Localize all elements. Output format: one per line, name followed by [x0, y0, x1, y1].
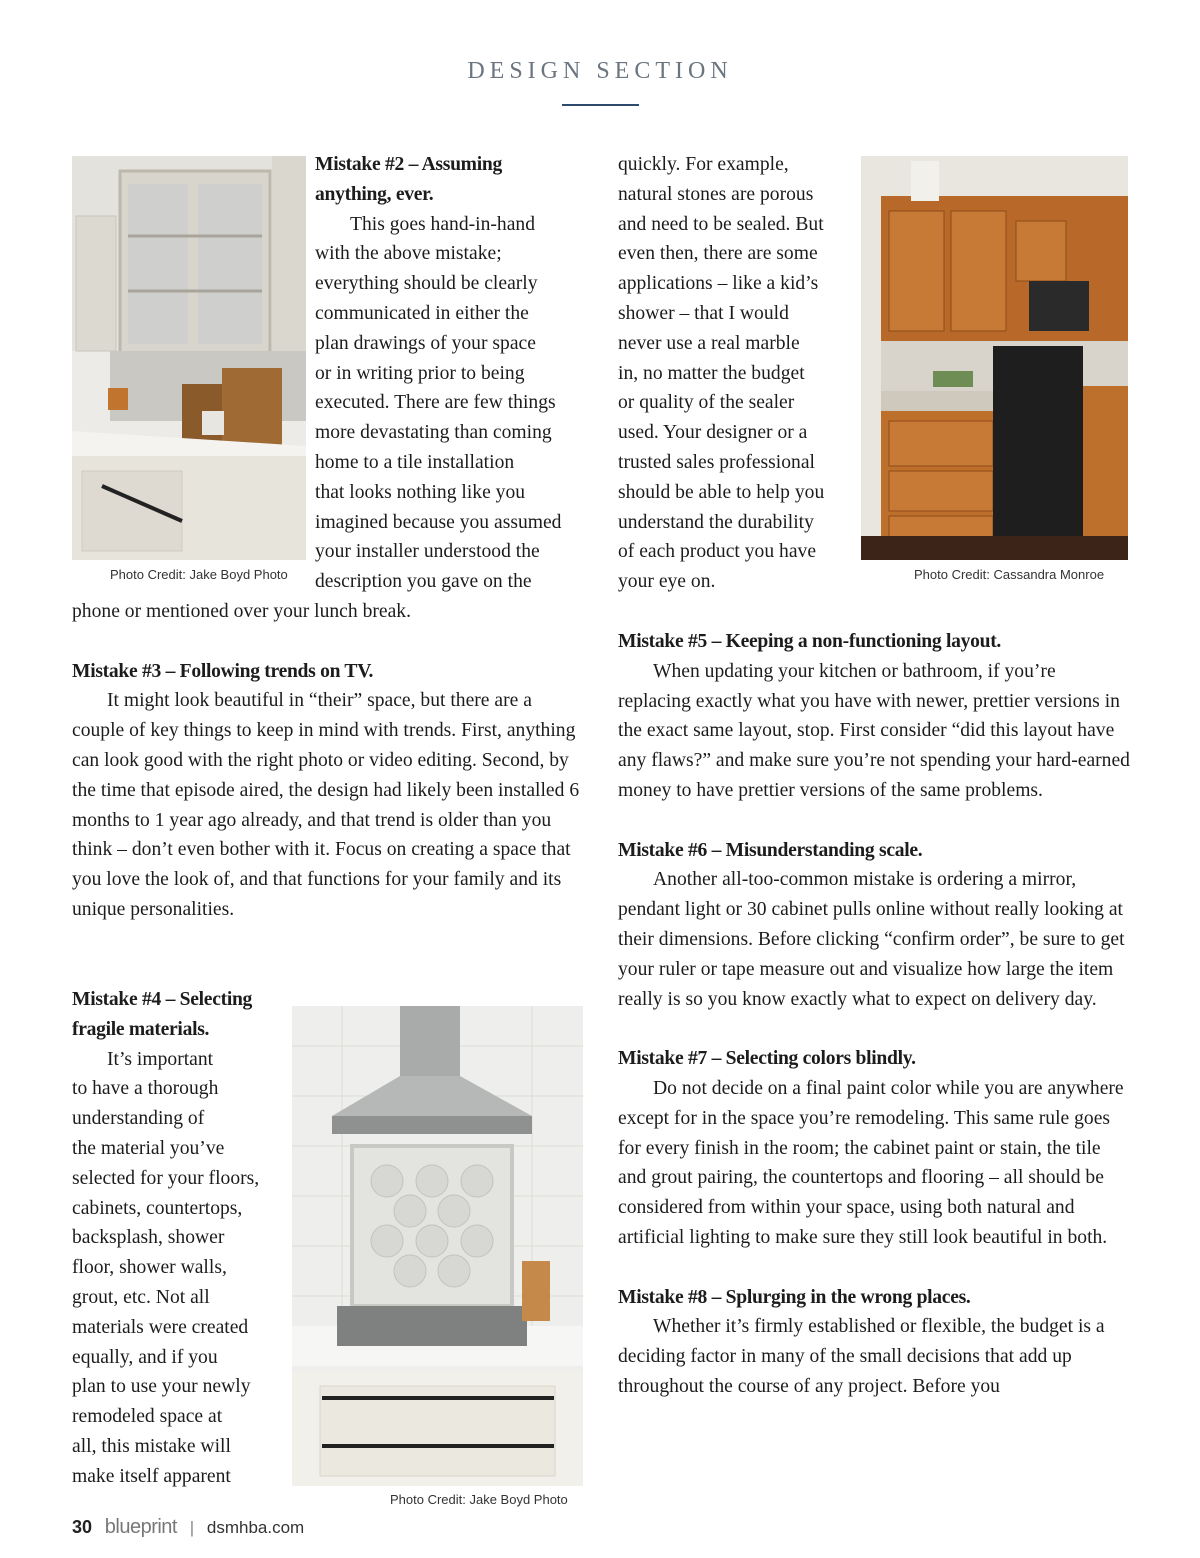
brand-logo: blueprint: [104, 1516, 177, 1538]
mistake-4-line: plan to use your newly: [72, 1376, 251, 1398]
section-title: DESIGN SECTION: [467, 58, 733, 84]
mistake-4-line: equally, and if you: [72, 1346, 218, 1368]
mistake-5-heading: Mistake #5 – Keeping a non-functioning layout.: [618, 631, 1002, 652]
mistake-2-line: with the above mistake;: [315, 243, 502, 265]
header-divider: [562, 104, 639, 106]
continued-line: never use a real marble: [618, 332, 800, 354]
mistake-2-heading-line-2: anything, ever.: [315, 183, 434, 205]
mistake-2-line: imagined because you assumed: [315, 511, 562, 533]
continued-line: even then, there are some: [618, 243, 818, 265]
mistake-3-body: It might look beautiful in “their” space, but there are a couple of key things to keep in mind with trends. First, anything can look good with the right photo or video editing. Second, by the time that episode aired, the design had likely been installed 6 months to 1 year ago already, and that trend is older than you think – don’t even bother with it. Focus on creating a space that you love the look of, and that functions for your family and its unique personalities.: [72, 690, 580, 920]
continued-line: of each product you have: [618, 541, 817, 563]
photo-credit-3: Photo Credit: Jake Boyd Photo: [390, 1492, 568, 1507]
mistake-8-heading: Mistake #8 – Splurging in the wrong places.: [618, 1286, 971, 1308]
website-link[interactable]: dsmhba.com: [206, 1518, 305, 1537]
mistake-3-heading: Mistake #3 – Following trends on TV.: [72, 660, 374, 682]
continued-line: trusted sales professional: [618, 451, 815, 473]
photo-credit-2: Photo Credit: Cassandra Monroe: [914, 567, 1105, 582]
mistake-2-line: home to a tile installation: [315, 451, 515, 473]
kitchen-cabinets-icon: [72, 156, 306, 560]
photo-white-kitchen: [72, 156, 306, 560]
continued-line: natural stones are porous: [618, 183, 814, 205]
mistake-4-heading-line-2: fragile materials.: [72, 1018, 210, 1040]
right-column-lower: [618, 627, 1130, 1402]
mistake-4-heading-line-1: Mistake #4 – Selecting: [72, 989, 253, 1010]
continued-line: in, no matter the budget: [618, 362, 805, 384]
mistake-4-line: backsplash, shower: [72, 1227, 225, 1249]
mistake-2-line-end: phone or mentioned over your lunch break.: [72, 601, 411, 622]
mistake-4-line: materials were created: [72, 1316, 249, 1338]
wood-cabinets-icon: [861, 156, 1128, 560]
left-column-mid: [72, 597, 587, 925]
continued-block: [618, 150, 858, 597]
mistake-4-line: It’s important: [107, 1048, 214, 1070]
mistake-6-body: Another all-too-common mistake is ordering a mirror, pendant light or 30 cabinet pulls online without really looking at their dimensions. Before clicking “confirm order”, be sure to get your ruler or tape measure out and visualize how large the item really is so you know exactly what to expect on delivery day.: [618, 869, 1125, 1010]
mistake-2-line: This goes hand-in-hand: [350, 213, 536, 235]
mistake-2-line: communicated in either the: [315, 302, 529, 324]
mistake-4-line: all, this mistake will: [72, 1435, 231, 1457]
mistake-4-line: understanding of: [72, 1108, 205, 1130]
continued-line: or quality of the sealer: [618, 392, 795, 414]
footer-separator: |: [189, 1518, 195, 1537]
mistake-2-line: that looks nothing like you: [315, 481, 526, 503]
continued-line: shower – that I would: [618, 302, 789, 324]
page-footer: [72, 1516, 304, 1539]
mistake-5-body: When updating your kitchen or bathroom, if you’re replacing exactly what you have with newer, prettier versions in the exact same layout, stop. First consider “did this layout have any flaws?” and make sure you’re not spending your hard-earned money to have prettier versions of the same problems.: [618, 660, 1130, 801]
mistake-4-line: grout, etc. Not all: [72, 1286, 210, 1308]
mistake-2-heading-line-1: Mistake #2 – Assuming: [315, 154, 502, 175]
mistake-4-line: selected for your floors,: [72, 1167, 260, 1189]
range-hood-icon: [292, 1006, 583, 1486]
page-number: 30: [72, 1517, 93, 1537]
mistake-4-line: the material you’ve: [72, 1137, 225, 1159]
section-header: [0, 58, 1200, 85]
continued-line: should be able to help you: [618, 481, 825, 503]
mistake-4-block: [72, 985, 290, 1492]
photo-range-hood: [292, 1006, 583, 1486]
mistake-2-line: more devastating than coming: [315, 422, 552, 444]
continued-line: applications – like a kid’s: [618, 273, 819, 295]
mistake-4-line: cabinets, countertops,: [72, 1197, 243, 1219]
mistake-2-line: everything should be clearly: [315, 273, 538, 295]
mistake-6-heading: Mistake #6 – Misunderstanding scale.: [618, 839, 923, 861]
mistake-4-line: floor, shower walls,: [72, 1257, 227, 1279]
mistake-2-line: executed. There are few things: [315, 392, 556, 414]
mistake-4-line: remodeled space at: [72, 1406, 223, 1428]
mistake-2-line: your installer understood the: [315, 541, 540, 563]
mistake-2-line: description you gave on the: [315, 571, 532, 593]
mistake-7-heading: Mistake #7 – Selecting colors blindly.: [618, 1048, 916, 1070]
continued-line: understand the durability: [618, 511, 814, 533]
mistake-2-block: [315, 150, 590, 597]
mistake-8-body: Whether it’s firmly established or flexible, the budget is a deciding factor in many of the small decisions that add up throughout the course of any project. Before you: [618, 1316, 1105, 1397]
continued-line: your eye on.: [618, 571, 716, 593]
mistake-4-line: make itself apparent: [72, 1465, 231, 1487]
continued-line: and need to be sealed. But: [618, 213, 824, 235]
photo-credit-1: Photo Credit: Jake Boyd Photo: [110, 567, 288, 582]
mistake-7-body: Do not decide on a final paint color while you are anywhere except for in the space you’re remodeling. This same rule goes for every finish in the room; the cabinet paint or stain, the tile and grout pairing, the countertops and flooring – all should be considered from within your space, using both natural and artificial lighting to make sure they still look beautiful in both.: [618, 1077, 1124, 1248]
photo-wood-kitchen: [861, 156, 1128, 560]
continued-line: quickly. For example,: [618, 154, 789, 175]
mistake-4-line: to have a thorough: [72, 1078, 219, 1100]
continued-line: used. Your designer or a: [618, 422, 808, 444]
mistake-2-line: plan drawings of your space: [315, 332, 536, 354]
mistake-2-line: or in writing prior to being: [315, 362, 525, 384]
